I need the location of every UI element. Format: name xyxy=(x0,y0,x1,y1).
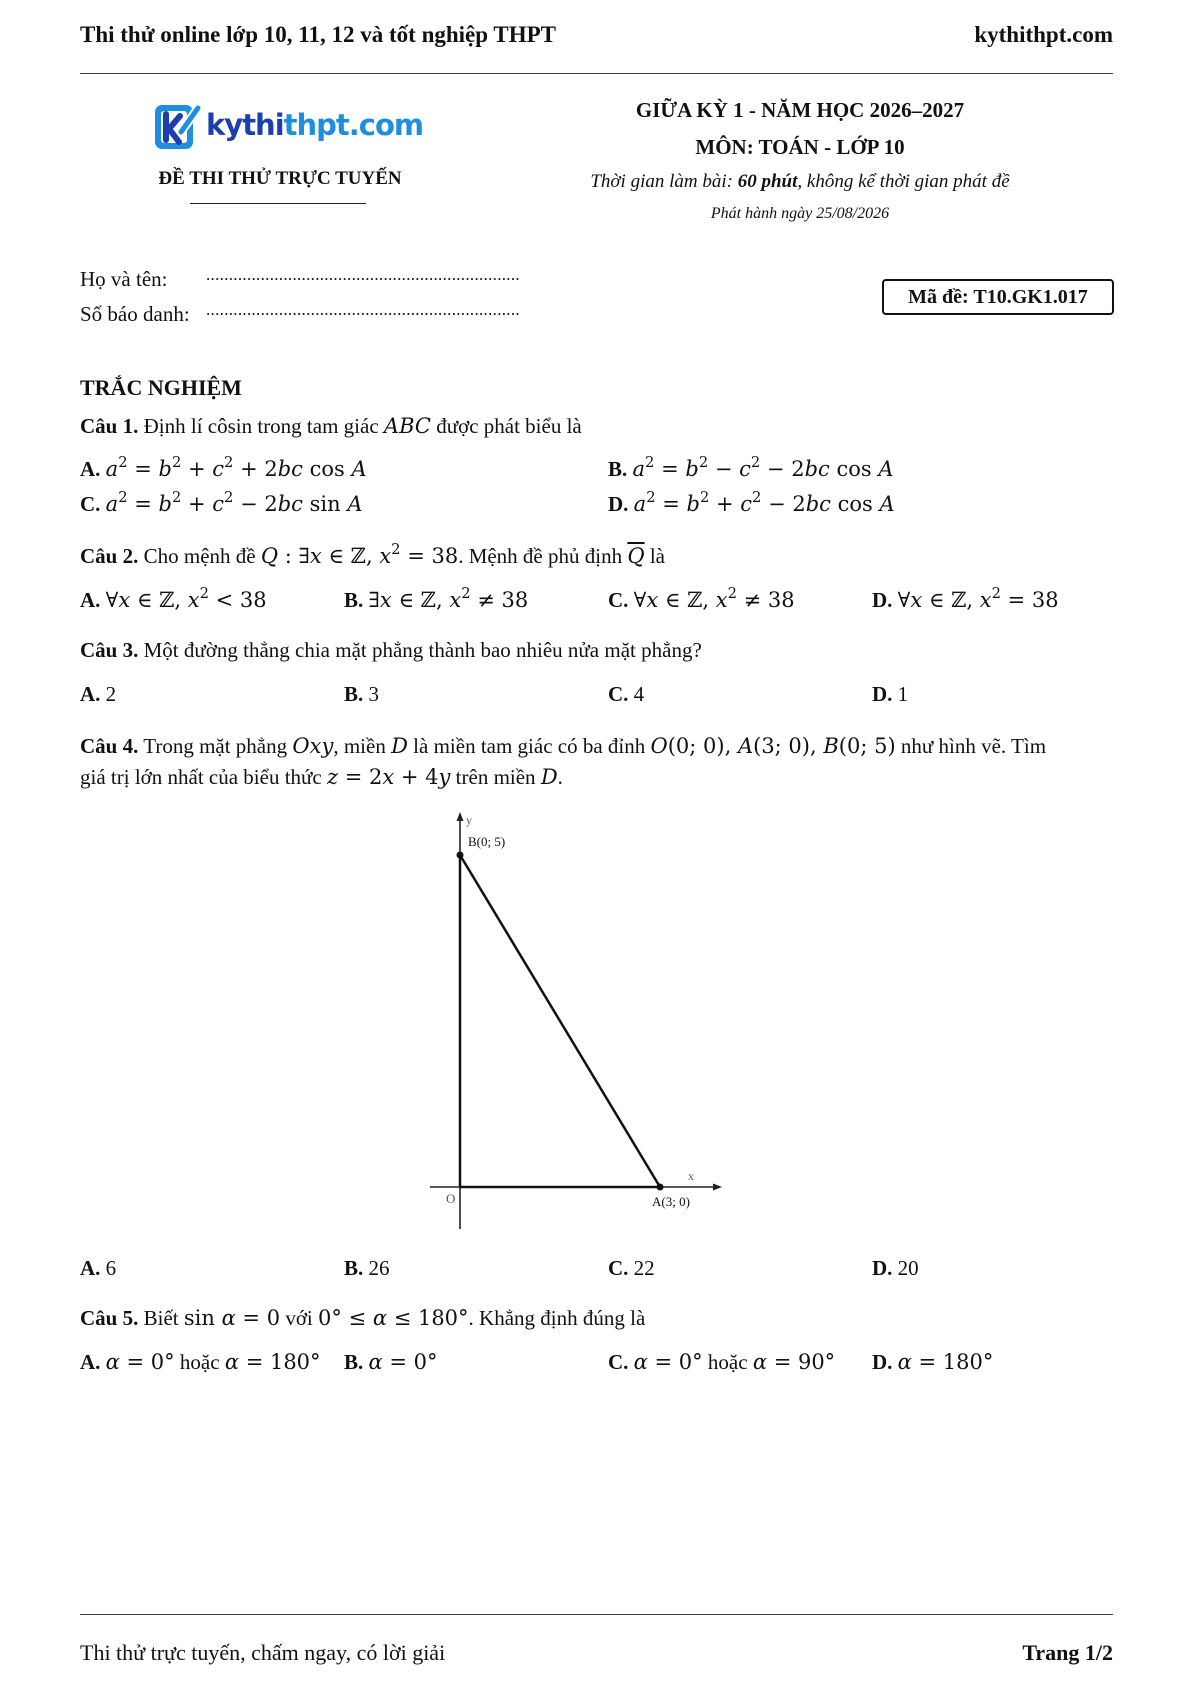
q4-option-b[interactable]: B. 26 xyxy=(344,1256,390,1280)
duration-prefix: Thời gian làm bài: xyxy=(590,171,733,192)
q2-option-b[interactable]: B. ∃x ∈ ℤ, $x^2 \ne 38$ xyxy=(344,585,529,612)
duration-value: 60 phút xyxy=(737,171,798,192)
question-1 xyxy=(80,414,582,439)
question-5-label: Câu 5. xyxy=(80,1306,139,1330)
edge-AB xyxy=(460,855,660,1187)
q4-option-d[interactable]: D. 20 xyxy=(872,1256,919,1280)
issue-date: Phát hành ngày 25/08/2026 xyxy=(710,205,890,222)
point-B-label: B(0; 5) xyxy=(468,834,506,849)
question-5: Câu 5. Biết sin α = 0 với 0° ≤ α ≤ 180°. Khẳng định đúng là xyxy=(80,1306,646,1330)
question-4-label: Câu 4. xyxy=(80,734,139,758)
q4-option-c[interactable]: C. 22 xyxy=(608,1256,655,1280)
section-title: TRẮC NGHIỆM xyxy=(80,375,242,400)
q3-option-d[interactable]: D. 1 xyxy=(872,682,909,706)
q3-option-a[interactable]: A. 2 xyxy=(80,682,117,706)
point-A xyxy=(657,1184,664,1191)
question-4: Câu 4. Trong mặt phẳng Oxy, miền D là miền tam giác có ba đỉnh O(0; 0), A(3; 0), B(0; 5) như hình vẽ. Tìm giá trị lớn nhất của biểu thức z = 2x + 4y trên miền D. xyxy=(80,734,1047,789)
q2-option-c[interactable]: C. ∀x ∈ ℤ, $x^2 \ne 38$ xyxy=(608,585,795,612)
exam-code-box: Mã đề: T10.GK1.017 xyxy=(882,279,1114,315)
triangle-figure xyxy=(430,810,760,1240)
question-2-label: Câu 2. xyxy=(80,544,139,568)
name-dots[interactable]: ..................................................................... xyxy=(206,265,520,284)
page-number: Trang 1/2 xyxy=(1022,1640,1113,1665)
question-1-triangle: ABC xyxy=(383,414,431,438)
logo-text-domain: thpt.com xyxy=(283,108,424,142)
duration-suffix: , không kể thời gian phát đề xyxy=(797,171,1010,192)
footer-tagline: Thi thử trực tuyến, chấm ngay, có lời giải xyxy=(80,1640,446,1665)
site-logo xyxy=(152,102,424,156)
question-2: Câu 2. Cho mệnh đề Q : ∃x ∈ ℤ, $x^2 = 38$. Mệnh đề phủ định $\overline{Q}$ là xyxy=(80,541,665,568)
subtitle-underline xyxy=(190,203,366,204)
q2-option-a[interactable]: A. ∀x ∈ ℤ, $x^2 < 38$ xyxy=(80,585,267,612)
footer-divider xyxy=(80,1614,1113,1615)
q5-option-d[interactable]: D. α = 180° xyxy=(872,1350,994,1374)
y-axis-label: y xyxy=(466,813,472,827)
q5-option-b[interactable]: B. α = 0° xyxy=(344,1350,438,1374)
exam-title: GIỮA KỲ 1 - NĂM HỌC 2026–2027 xyxy=(635,98,965,122)
q4-option-a[interactable]: A. 6 xyxy=(80,1256,117,1280)
q1-option-a[interactable]: A. $a^2 = b^2 + c^2 + 2bc$ cos A xyxy=(80,454,367,481)
student-id-dots[interactable]: ..................................................................... xyxy=(206,300,520,319)
q2-option-d[interactable]: D. ∀x ∈ ℤ, $x^2 = 38$ xyxy=(872,585,1059,612)
question-1-text2: được phát biểu là xyxy=(436,414,582,438)
origin-label: O xyxy=(446,1191,456,1206)
y-axis-arrow-icon xyxy=(457,812,464,821)
point-A-label: A(3; 0) xyxy=(652,1194,690,1209)
student-id-label: Số báo danh: xyxy=(80,302,190,326)
header-title: Thi thử online lớp 10, 11, 12 và tốt nghiệp THPT xyxy=(80,22,556,47)
point-B xyxy=(457,852,464,859)
exam-subject: MÔN: TOÁN - LỚP 10 xyxy=(695,135,905,159)
logo-mark-icon xyxy=(152,102,202,154)
q3-option-c[interactable]: C. 4 xyxy=(608,682,645,706)
q1-option-c[interactable]: C. $a^2 = b^2 + c^2 - 2bc$ sin A xyxy=(80,489,363,516)
x-axis-label: x xyxy=(688,1169,694,1183)
q5-option-c[interactable]: C. α = 0° hoặc α = 90° xyxy=(608,1350,836,1374)
name-label: Họ và tên: xyxy=(80,267,168,291)
brand-subtitle: ĐỀ THI THỬ TRỰC TUYẾN xyxy=(158,168,402,189)
logo-text-main: kythi xyxy=(206,108,284,142)
question-3-label: Câu 3. xyxy=(80,638,139,662)
header-site[interactable]: kythithpt.com xyxy=(974,22,1113,47)
x-axis-arrow-icon xyxy=(713,1184,722,1191)
question-1-label: Câu 1. xyxy=(80,414,139,438)
q1-option-b[interactable]: B. $a^2 = b^2 - c^2 - 2bc$ cos A xyxy=(608,454,894,481)
header-divider xyxy=(80,73,1113,74)
question-3: Câu 3. Một đường thẳng chia mặt phẳng thành bao nhiêu nửa mặt phẳng? xyxy=(80,638,702,662)
q5-option-a[interactable]: A. α = 0° hoặc α = 180° xyxy=(80,1350,321,1374)
q3-option-b[interactable]: B. 3 xyxy=(344,682,380,706)
exam-duration xyxy=(520,171,1080,193)
q1-option-d[interactable]: D. $a^2 = b^2 + c^2 - 2bc$ cos A xyxy=(608,489,895,516)
question-1-text: Định lí côsin trong tam giác xyxy=(143,414,379,438)
